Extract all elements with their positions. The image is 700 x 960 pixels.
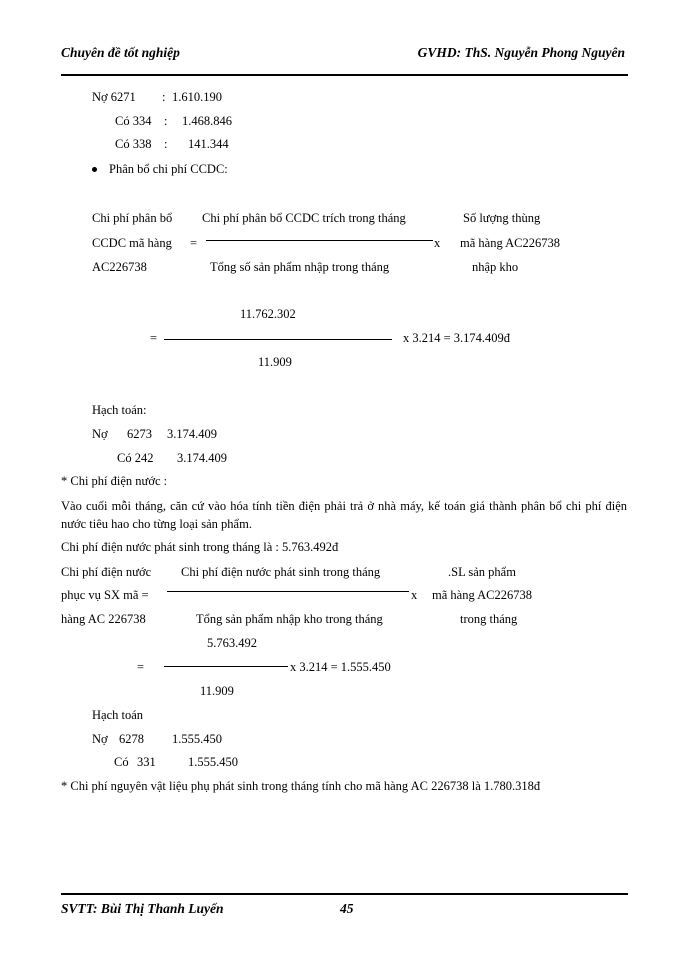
ccdc-times: x: [434, 236, 441, 250]
ccdc-multiplier-line2: mã hàng AC226738: [460, 236, 560, 250]
footer-rule: [61, 893, 628, 895]
ccdc-posting-debit-label: Nợ: [92, 427, 108, 441]
water-lhs-line3: hàng AC 226738: [61, 612, 146, 626]
water-posting-debit-account: 6278: [119, 732, 144, 746]
water-calc-equals: =: [137, 660, 145, 674]
ccdc-posting-credit-label: Có 242: [117, 451, 154, 465]
page-number: 45: [340, 901, 354, 916]
water-incurred: Chi phí điện nước phát sinh trong tháng là : 5.763.492đ: [61, 540, 339, 554]
water-calc-fraction-bar: [164, 666, 288, 667]
water-denominator: Tổng sản phẩm nhập kho trong tháng: [196, 612, 383, 626]
ccdc-equals: =: [190, 236, 198, 250]
ccdc-calc-denominator: 11.909: [258, 355, 292, 369]
water-numerator: Chi phí điện nước phát sinh trong tháng: [181, 565, 381, 579]
header-rule: [61, 74, 628, 76]
water-heading: * Chi phí điện nước :: [61, 474, 168, 488]
entry1-credit1-amount: 1.468.846: [182, 114, 232, 128]
water-posting-debit-amount: 1.555.450: [172, 732, 222, 746]
ccdc-fraction-bar: [206, 240, 433, 241]
header-right-advisor: GVHD: ThS. Nguyễn Phong Nguyên: [417, 45, 625, 60]
water-lhs-line1: Chi phí điện nước: [61, 565, 152, 579]
water-calc-numerator: 5.763.492: [207, 636, 257, 650]
entry1-debit-label: Nợ 6271: [92, 90, 136, 104]
ccdc-calc-equals: =: [150, 331, 158, 345]
water-multiplier-line3: trong tháng: [460, 612, 518, 626]
header-left-title: Chuyên đề tốt nghiệp: [61, 45, 180, 60]
materials-note: * Chi phí nguyên vật liệu phụ phát sinh trong tháng tính cho mã hàng AC 226738 là 1.780.318đ: [61, 779, 541, 793]
ccdc-lhs-line1: Chi phí phân bổ: [92, 211, 173, 225]
footer-student: SVTT: Bùi Thị Thanh Luyến: [61, 901, 224, 916]
entry1-credit1-sep: :: [164, 114, 168, 128]
water-calc-result: x 3.214 = 1.555.450: [290, 660, 391, 674]
water-multiplier-line1: .SL sản phẩm: [448, 565, 516, 579]
ccdc-bullet-title: Phân bổ chi phí CCDC:: [109, 162, 228, 176]
water-paragraph: Vào cuối mỗi tháng, căn cứ vào hóa tính tiền điện phải trả ở nhà máy, kế toán giá thành phân bổ chi phí điện nước tiêu hao cho từng loại sản phẩm.: [61, 499, 627, 531]
water-fraction-bar: [167, 591, 409, 592]
ccdc-calc-fraction-bar: [164, 339, 392, 340]
water-posting-credit-account: 331: [137, 755, 156, 769]
ccdc-lhs-line3: AC226738: [92, 260, 147, 274]
water-lhs-line2: phục vụ SX mã =: [61, 588, 149, 602]
entry1-debit-amount: 1.610.190: [172, 90, 222, 104]
water-posting-debit-label: Nợ: [92, 732, 108, 746]
ccdc-lhs-line2: CCDC mã hàng: [92, 236, 172, 250]
water-posting-credit-label: Có: [114, 755, 129, 769]
ccdc-posting-debit-amount: 3.174.409: [167, 427, 217, 441]
entry1-credit2-amount: 141.344: [188, 137, 229, 151]
water-times: x: [411, 588, 418, 602]
ccdc-multiplier-line1: Số lượng thùng: [463, 211, 541, 225]
entry1-credit2-label: Có 338: [115, 137, 152, 151]
ccdc-posting-debit-account: 6273: [127, 427, 152, 441]
water-calc-denominator: 11.909: [200, 684, 234, 698]
ccdc-denominator: Tổng số sản phẩm nhập trong tháng: [210, 260, 390, 274]
bullet-icon: [92, 167, 97, 172]
entry1-credit1-label: Có 334: [115, 114, 152, 128]
ccdc-posting-title: Hạch toán:: [92, 403, 147, 417]
ccdc-calc-numerator: 11.762.302: [240, 307, 296, 321]
ccdc-calc-result: x 3.214 = 3.174.409đ: [403, 331, 511, 345]
water-multiplier-line2: mã hàng AC226738: [432, 588, 532, 602]
entry1-credit2-sep: :: [164, 137, 168, 151]
ccdc-numerator: Chi phí phân bổ CCDC trích trong tháng: [202, 211, 406, 225]
ccdc-multiplier-line3: nhập kho: [472, 260, 519, 274]
water-posting-title: Hạch toán: [92, 708, 144, 722]
ccdc-posting-credit-amount: 3.174.409: [177, 451, 227, 465]
water-posting-credit-amount: 1.555.450: [188, 755, 238, 769]
entry1-debit-sep: :: [162, 90, 166, 104]
